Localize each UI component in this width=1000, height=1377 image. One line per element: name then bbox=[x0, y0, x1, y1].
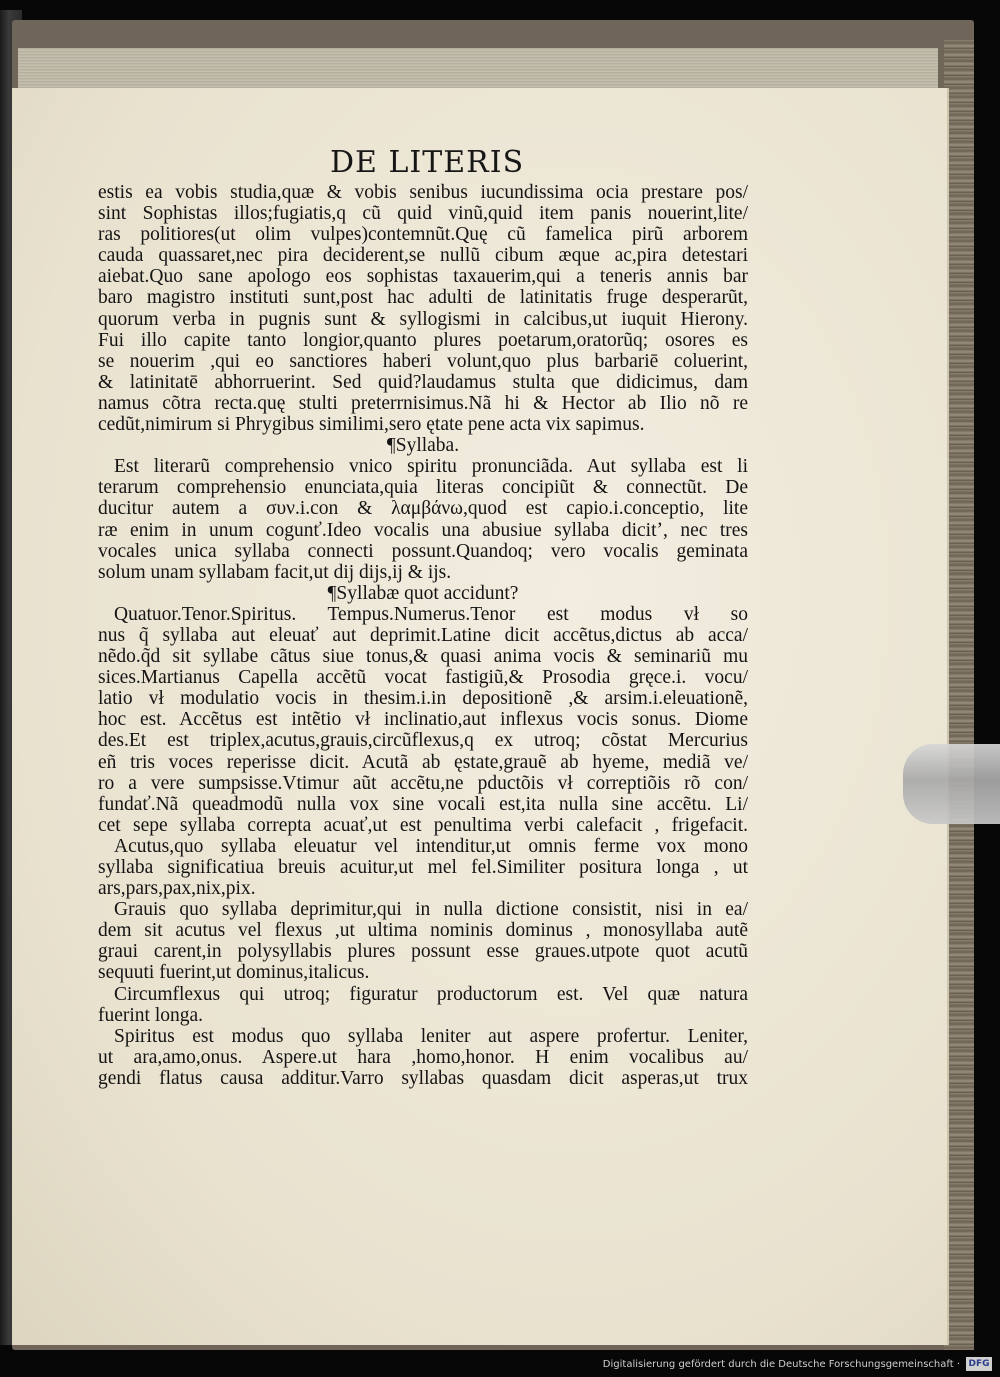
text-line: Est literarũ comprehensio vnico spiritu pronunciãda. Aut syllaba est li bbox=[114, 456, 748, 478]
text-line: sices.Martianus Capella accẽtũ vocat fastigiũ,& Prosodia gręce.i. vocu/ bbox=[98, 667, 748, 689]
text-line: nus q̃ syllaba aut eleuať aut deprimit.Latine dicit accẽtus,dictus ab acca/ bbox=[98, 624, 748, 646]
text-line: des.Et est triplex,acutus,grauis,circũflexus,q ex utroq; cõstat Mercurius bbox=[98, 730, 748, 752]
text-line: terarum comprehensio enunciata,quia literas concipiũt & connectũt. De bbox=[98, 477, 748, 499]
text-line: fuerint longa. bbox=[98, 1004, 204, 1026]
text-line: ro a vere sumpsisse.Vtimur aũt accẽtu,ne pductõis vł correptiõis rõ con/ bbox=[98, 772, 748, 794]
text-line: namus cõtra recta.quę stulti preterrnisimus.Nã hi & Hector ab Ilio nõ re bbox=[98, 392, 748, 414]
text-line: cet sepe syllaba correpta acuať,ut est penultima verbi calefacit , frigefacit. bbox=[98, 814, 748, 836]
text-line: estis ea vobis studia,quæ & vobis senibus iucundissima ocia prestare pos/ bbox=[98, 182, 748, 203]
text-line: ducitur autem a συν.i.con & λαμβάνω,quod est capio.i.conceptio, lite bbox=[98, 498, 748, 520]
text-line: baro magistro instituti sunt,post hac adulti de latinitatis fruge desperarũt, bbox=[98, 287, 748, 309]
text-line: dem sit acutus vel flexus ,ut ultima nominis dominus , monosyllaba autẽ bbox=[98, 920, 748, 942]
text-line: Circumflexus qui utroq; figuratur productorum est. Vel quæ natura bbox=[114, 983, 748, 1005]
text-line: Acutus,quo syllaba eleuatur vel intenditur,ut omnis ferme vox mono bbox=[114, 835, 748, 857]
text-line: fundať.Nã queadmodũ nulla vox sine vocali est,ita nulla sine accẽtu. Li/ bbox=[98, 793, 748, 815]
text-line: ras politiores(ut olim vulpes)contemnũt.Quę cũ famelica pirũ arborem bbox=[98, 224, 748, 246]
text-line: Fui illo capite tanto longior,quanto plures poetarum,oratorũq; osores es bbox=[98, 329, 748, 351]
text-line: vocales unica syllaba connecti possunt.Quandoq; vero vocalis geminata bbox=[98, 540, 748, 562]
text-line: graui carent,in polysyllabis plures possunt esse graues.utpote quot acutũ bbox=[98, 941, 748, 963]
text-line: Spiritus est modus quo syllaba leniter aut aspere profertur. Leniter, bbox=[114, 1025, 748, 1047]
digitization-credit: Digitalisierung gefördert durch die Deutsche Forschungsgemeinschaft · bbox=[602, 1359, 960, 1370]
text-line: sequuti fuerint,ut dominus,italicus. bbox=[98, 962, 370, 984]
text-line: ars,pars,pax,nix,pix. bbox=[98, 878, 256, 900]
text-line: ræ enim in unum cogunť.Ideo vocalis una abusiue syllaba dicitʼ, nec tres bbox=[98, 519, 748, 541]
text-line: ut ara,amo,onus. Aspere.ut hara ,homo,honor. H enim vocalibus au/ bbox=[98, 1046, 748, 1068]
section-heading: ¶Syllaba. bbox=[386, 435, 460, 457]
page-clip bbox=[903, 744, 1000, 824]
text-line: syllaba significatiua breuis acuitur,ut mel fel.Similiter positura longa , ut bbox=[98, 857, 748, 878]
text-line: cedũt,nimirum si Phrygibus similimi,sero ętate pene acta vix sapimus. bbox=[98, 414, 645, 436]
dfg-logo: DFG bbox=[966, 1357, 992, 1371]
text-line: sint Sophistas illos;fugiatis,q cũ quid vinũ,quid item panis nouerint,lite/ bbox=[98, 203, 748, 225]
text-line: latio vł modulatio vocis in thesim.i.in depositionẽ ,& arsim.i.eleuationẽ, bbox=[98, 688, 748, 710]
text-line: quorum verba in pugnis sunt & syllogismi in calcibus,ut iuquit Hierony. bbox=[98, 308, 748, 330]
text-line: Grauis quo syllaba deprimitur,qui in nulla dictione consistit, nisi in ea/ bbox=[114, 899, 748, 921]
text-line: Quatuor.Tenor.Spiritus. Tempus.Numerus.Tenor est modus vł so bbox=[114, 603, 748, 625]
text-line: gendi flatus causa additur.Varro syllabas quasdam dicit asperas,ut trux bbox=[98, 1067, 748, 1089]
text-line: hoc est. Accẽtus est intẽtio vł inclinatio,aut inflexus vocis sonus. Diome bbox=[98, 709, 748, 731]
page-heading: DE LITERIS bbox=[330, 145, 525, 180]
text-line: aiebat.Quo sane apologo eos sophistas taxauerim,qui a teneris annis bar bbox=[98, 266, 748, 288]
text-line: & latinitatē abhorruerint. Sed quid?laudamus stulta que didicimus, dam bbox=[98, 371, 748, 393]
text-line: se nouerim ,qui eo sanctiores haberi volunt,quo plus barbariē coluerint, bbox=[98, 350, 748, 372]
text-line: cauda quassaret,nec pira deciderent,se nullũ cibum æque ac,pira detestari bbox=[98, 245, 748, 267]
text-body bbox=[98, 182, 748, 1089]
text-line: solum unam syllabam facit,ut dij dijs,ij & ijs. bbox=[98, 561, 452, 583]
text-line: nẽdo.q̃d sit syllabe cãtus siue tonus,& quasi anima vocis & seminariũ mu bbox=[98, 646, 748, 668]
text-line: eñ tris voces reperisse dicit. Acutã ab ęstate,grauẽ ab hyeme, mediã ve/ bbox=[98, 751, 748, 773]
section-heading: ¶Syllabæ quot accidunt? bbox=[327, 582, 519, 604]
